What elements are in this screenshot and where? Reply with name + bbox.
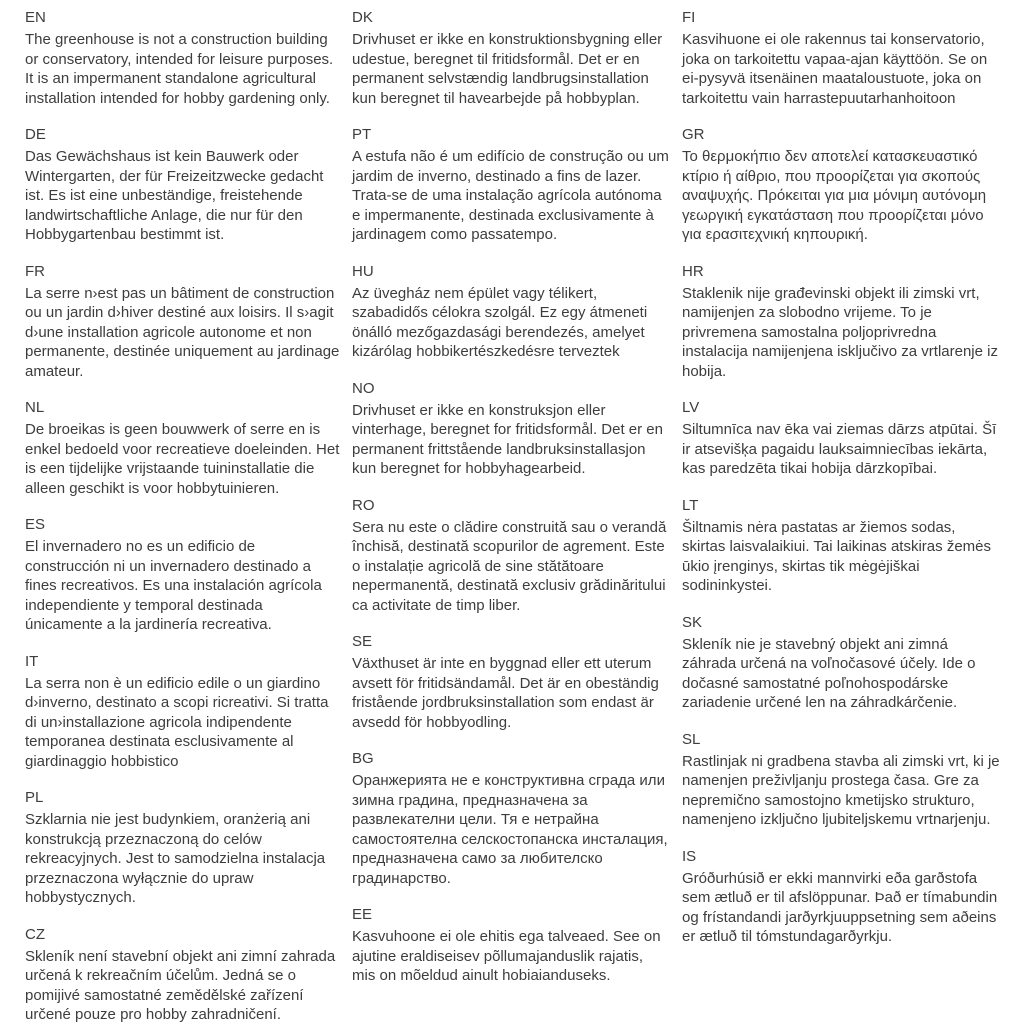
language-text: Το θερμοκήπιο δεν αποτελεί κατασκευαστικό κτίριο ή αίθριο, που προορίζεται για σκοπούς αναψυχής. Πρόκειται για μια μόνιμη αυτόνομη γεωργική εγκατάσταση που προορίζεται μόνο για ερασιτεχνική κηπουρική. xyxy=(682,148,987,243)
language-block-cz xyxy=(25,925,340,1024)
language-block-hr xyxy=(682,262,1002,382)
language-block-hu xyxy=(352,262,670,362)
language-block-pt xyxy=(352,125,670,245)
language-code: GR xyxy=(682,126,705,143)
language-text: Drivhuset er ikke en konstruktionsbygning eller udestue, beregnet til fritidsformål. Det er en permanent selvstændig landbrugsinstallation kun beregnet til havearbejde på hobbyplan. xyxy=(352,31,663,107)
language-block-sl xyxy=(682,730,1002,830)
language-code: ES xyxy=(25,516,46,533)
language-text: Gróðurhúsið er ekki mannvirki eða garðstofa sem ætluð er til afslöppunar. Það er tímabundin og frístandandi jarðyrkjuuppsetning sem aðeins er ætluð til tómstundagarðyrkju. xyxy=(682,869,998,945)
language-code: LV xyxy=(682,399,700,416)
language-text: La serra non è un edificio edile o un giardino d›inverno, destinato a scopi ricreativi. Si tratta di un›installazione agricola indipendente temporanea destinata esclusivamente al giardinaggio hobbistico xyxy=(25,674,329,770)
language-code: SE xyxy=(352,633,373,650)
language-text: Sera nu este o clădire construită sau o verandă închisă, destinată scopurilor de agrement. Este o instalație agricolă de sine stătătoare nepermanentă, destinată exclusiv grădinăritului ca activitate de timp liber. xyxy=(352,518,667,614)
language-text: Staklenik nije građevinski objekt ili zimski vrt, namijenjen za slobodno vrijeme. To je privremena samostalna poljoprivredna instalacija namijenjena isključivo za vrtlarenje iz hobija. xyxy=(682,284,998,380)
language-code: IS xyxy=(682,847,697,865)
language-text: The greenhouse is not a construction building or conservatory, intended for leisure purposes. It is an impermanent standalone agricultural installation intended for hobby gardening only. xyxy=(25,31,334,107)
language-text: Kasvihuone ei ole rakennus tai konservatorio, joka on tarkoitettu vapaa-ajan käyttöön. Se on ei-pysyvä itsenäinen maataloustuote, joka on tarkoitettu vain harrastepuutarhanhoitoon xyxy=(682,31,988,107)
language-text: Das Gewächshaus ist kein Bauwerk oder Wintergarten, der für Freizeitzwecke gedacht ist. Es ist eine unbeständige, freistehende landwirtschaftliche Anlage, die nur für den Hobbygartenbau bestimmt ist. xyxy=(25,148,324,243)
language-block-fi xyxy=(682,8,1002,108)
language-text: Växthuset är inte en byggnad eller ett uterum avsett för fritidsändamål. Det är en obeständig fristående jordbruksinstallation som endast är avsedd för hobbyodling. xyxy=(352,655,659,731)
language-block-gr xyxy=(682,125,1002,245)
language-block-nl xyxy=(25,398,340,498)
language-code: BG xyxy=(352,750,374,767)
language-text: Az üvegház nem épület vagy télikert, szabadidős célokra szolgál. Ez egy átmeneti önálló mezőgazdasági berendezés, amelyet kizárólag hobbikertészkedésre terveztek xyxy=(352,284,648,360)
language-code: PL xyxy=(25,789,44,806)
language-block-lv xyxy=(682,398,1002,479)
column-2 xyxy=(352,8,670,1003)
language-block-pl xyxy=(25,788,340,908)
column-3 xyxy=(682,8,1002,964)
language-code: SK xyxy=(682,613,703,631)
language-code: NL xyxy=(25,399,45,416)
language-code: RO xyxy=(352,496,375,514)
language-text: Kasvuhoone ei ole ehitis ega talveaed. See on ajutine eraldiseisev põllumajanduslik rajatis, mis on mõeldud ainult hobiaianduseks. xyxy=(352,928,661,984)
language-code: LT xyxy=(682,496,699,514)
language-block-is xyxy=(682,847,1002,947)
language-text: El invernadero no es un edificio de construcción ni un invernadero destinado a fines recreativos. Es una instalación agrícola independiente y temporal destinada únicamente a la jardinería recreativa. xyxy=(25,538,322,633)
language-code: FI xyxy=(682,9,696,26)
language-block-ee xyxy=(352,905,670,986)
language-block-sk xyxy=(682,613,1002,713)
language-text: Szklarnia nie jest budynkiem, oranżerią ani konstrukcją przeznaczoną do celów rekreacyjnych. Jest to samodzielna instalacja przeznaczona wyłącznie do upraw hobbystycznych. xyxy=(25,811,326,906)
language-text: Skleník nie je stavebný objekt ani zimná záhrada určená na voľnočasové účely. Ide o dočasné samostatné poľnohospodárske zariadenie určené len na záhradkárčenie. xyxy=(682,635,976,711)
language-text: Skleník není stavební objekt ani zimní zahrada určená k rekreačním účelům. Jedná se o pomijivé samostatné zemědělské zařízení určené pouze pro hobby zahradničení. xyxy=(25,947,336,1023)
language-text: Šiltnamis nėra pastatas ar žiemos sodas, skirtas laisvalaikiui. Tai laikinas atskiras žemės ūkio įrenginys, skirtas tik mėgėjiškai sodininkystei. xyxy=(682,518,991,594)
language-block-no xyxy=(352,379,670,479)
language-block-es xyxy=(25,515,340,635)
language-block-ro xyxy=(352,496,670,616)
language-code: IT xyxy=(25,652,39,670)
language-code: FR xyxy=(25,262,45,280)
language-block-de xyxy=(25,125,340,245)
language-text: A estufa não é um edifício de construção ou um jardim de inverno, destinado a fins de lazer. Trata-se de uma instalação agrícola autónoma e impermanente, destinada exclusivamente à jardinagem como passatempo. xyxy=(352,148,669,243)
language-code: HU xyxy=(352,262,374,280)
language-block-lt xyxy=(682,496,1002,596)
language-text: Оранжерията не е конструктивна сграда или зимна градина, предназначена за развлекателни цели. Тя е нетрайна самостоятелна селскостопанска инсталация, предназначена само за любителско градинарство. xyxy=(352,772,668,887)
language-code: SL xyxy=(682,730,701,748)
language-text: De broeikas is geen bouwwerk of serre en is enkel bedoeld voor recreatieve doeleinden. Het is een tijdelijke vrijstaande tuininstallatie die alleen geschikt is voor hobbytuinieren. xyxy=(25,421,340,497)
language-block-it xyxy=(25,652,340,772)
language-text: La serre n›est pas un bâtiment de construction ou un jardin d›hiver destiné aux loisirs. Il s›agit d›une installation agricole autonome et non permanente, destinée uniquement au jardinage amateur. xyxy=(25,284,340,380)
language-block-bg xyxy=(352,749,670,888)
language-block-fr xyxy=(25,262,340,382)
language-code: PT xyxy=(352,126,372,143)
language-block-dk xyxy=(352,8,670,108)
language-code: DK xyxy=(352,9,373,26)
language-code: HR xyxy=(682,262,704,280)
language-code: EN xyxy=(25,9,46,26)
language-code: CZ xyxy=(25,925,45,943)
language-code: EE xyxy=(352,906,373,923)
language-text: Drivhuset er ikke en konstruksjon eller vinterhage, beregnet for fritidsformål. Det er en permanent frittstående landbruksinstallasjon kun beregnet for hobbyhagearbeid. xyxy=(352,401,663,477)
language-text: Rastlinjak ni gradbena stavba ali zimski vrt, ki je namenjen preživljanju prostega časa. Gre za nepremično samostojno kmetijsko strukturo, namenjeno izključno ljubiteljskemu vrtnarjenju. xyxy=(682,752,1000,828)
language-text: Siltumnīca nav ēka vai ziemas dārzs atpūtai. Šī ir atsevišķa pagaidu lauksaimniecības iekārta, kas paredzēta tikai hobija dārzkopībai. xyxy=(682,421,997,477)
language-block-en xyxy=(25,8,340,108)
column-1 xyxy=(25,8,340,1024)
language-code: NO xyxy=(352,379,375,397)
language-code: DE xyxy=(25,126,46,143)
language-block-se xyxy=(352,632,670,732)
